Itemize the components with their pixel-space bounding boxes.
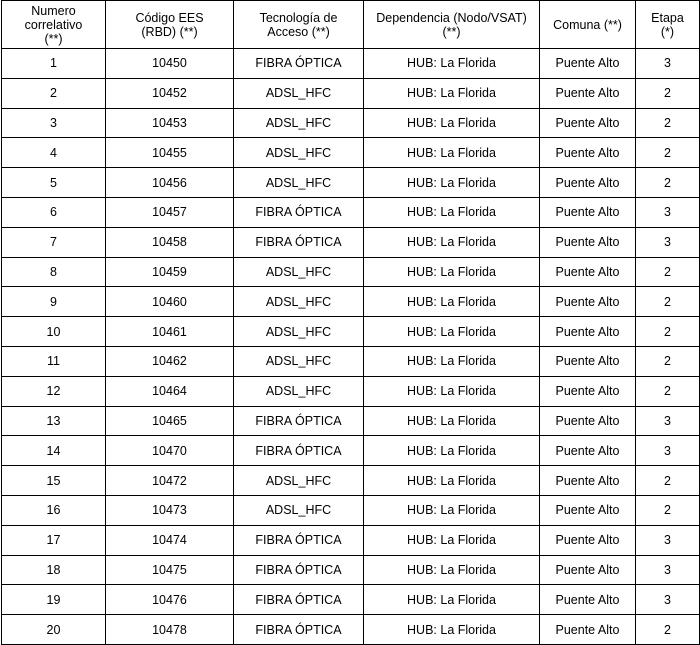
- table-row: [2, 466, 700, 496]
- cell-numero: 18: [2, 555, 106, 585]
- cell-tecnologia: FIBRA ÓPTICA: [234, 585, 364, 615]
- cell-tecnologia: FIBRA ÓPTICA: [234, 555, 364, 585]
- table-row: [2, 138, 700, 168]
- cell-dependencia: HUB: La Florida: [364, 108, 540, 138]
- cell-etapa: 2: [636, 346, 700, 376]
- cell-numero: 5: [2, 168, 106, 198]
- table-row: [2, 495, 700, 525]
- cell-dependencia: HUB: La Florida: [364, 555, 540, 585]
- table-row: [2, 78, 700, 108]
- cell-numero: 13: [2, 406, 106, 436]
- table-row: [2, 406, 700, 436]
- header-numero-correlativo: [2, 1, 106, 49]
- cell-numero: 8: [2, 257, 106, 287]
- cell-tecnologia: FIBRA ÓPTICA: [234, 49, 364, 79]
- cell-numero: 20: [2, 615, 106, 645]
- cell-codigo: 10458: [106, 227, 234, 257]
- cell-codigo: 10459: [106, 257, 234, 287]
- cell-tecnologia: ADSL_HFC: [234, 78, 364, 108]
- cell-comuna: Puente Alto: [540, 227, 636, 257]
- header-tecnologia-acceso-line: Tecnología de: [259, 10, 338, 25]
- header-etapa-line: (*): [660, 24, 675, 39]
- cell-comuna: Puente Alto: [540, 346, 636, 376]
- cell-dependencia: HUB: La Florida: [364, 495, 540, 525]
- cell-tecnologia: ADSL_HFC: [234, 346, 364, 376]
- cell-codigo: 10462: [106, 346, 234, 376]
- cell-comuna: Puente Alto: [540, 495, 636, 525]
- table-row: [2, 346, 700, 376]
- cell-comuna: Puente Alto: [540, 436, 636, 466]
- cell-comuna: Puente Alto: [540, 197, 636, 227]
- cell-comuna: Puente Alto: [540, 585, 636, 615]
- table-row: [2, 555, 700, 585]
- cell-dependencia: HUB: La Florida: [364, 346, 540, 376]
- cell-tecnologia: FIBRA ÓPTICA: [234, 406, 364, 436]
- header-numero-correlativo-line: Numero: [31, 3, 76, 18]
- cell-codigo: 10475: [106, 555, 234, 585]
- cell-codigo: 10472: [106, 466, 234, 496]
- header-numero-correlativo-line: correlativo: [24, 17, 83, 32]
- cell-numero: 10: [2, 317, 106, 347]
- cell-comuna: Puente Alto: [540, 287, 636, 317]
- cell-codigo: 10464: [106, 376, 234, 406]
- cell-dependencia: HUB: La Florida: [364, 376, 540, 406]
- cell-codigo: 10456: [106, 168, 234, 198]
- cell-dependencia: HUB: La Florida: [364, 197, 540, 227]
- cell-etapa: 3: [636, 49, 700, 79]
- cell-numero: 15: [2, 466, 106, 496]
- cell-comuna: Puente Alto: [540, 317, 636, 347]
- cell-etapa: 2: [636, 78, 700, 108]
- table-row: [2, 49, 700, 79]
- cell-numero: 14: [2, 436, 106, 466]
- cell-tecnologia: ADSL_HFC: [234, 108, 364, 138]
- cell-numero: 16: [2, 495, 106, 525]
- cell-numero: 7: [2, 227, 106, 257]
- cell-dependencia: HUB: La Florida: [364, 466, 540, 496]
- cell-dependencia: HUB: La Florida: [364, 615, 540, 645]
- cell-comuna: Puente Alto: [540, 257, 636, 287]
- cell-codigo: 10465: [106, 406, 234, 436]
- cell-numero: 6: [2, 197, 106, 227]
- table-row: [2, 525, 700, 555]
- header-comuna-line: Comuna (**): [553, 17, 622, 32]
- table-row: [2, 227, 700, 257]
- cell-tecnologia: ADSL_HFC: [234, 495, 364, 525]
- cell-comuna: Puente Alto: [540, 108, 636, 138]
- header-numero-correlativo-line: (**): [44, 31, 63, 46]
- cell-tecnologia: FIBRA ÓPTICA: [234, 227, 364, 257]
- cell-numero: 2: [2, 78, 106, 108]
- table-row: [2, 585, 700, 615]
- cell-dependencia: HUB: La Florida: [364, 525, 540, 555]
- table-row: [2, 436, 700, 466]
- cell-codigo: 10457: [106, 197, 234, 227]
- cell-dependencia: HUB: La Florida: [364, 168, 540, 198]
- header-dependencia-line: Dependencia (Nodo/VSAT): [376, 10, 527, 25]
- cell-comuna: Puente Alto: [540, 138, 636, 168]
- cell-dependencia: HUB: La Florida: [364, 78, 540, 108]
- cell-comuna: Puente Alto: [540, 615, 636, 645]
- cell-tecnologia: ADSL_HFC: [234, 257, 364, 287]
- cell-numero: 4: [2, 138, 106, 168]
- header-comuna: [540, 1, 636, 49]
- cell-codigo: 10460: [106, 287, 234, 317]
- cell-dependencia: HUB: La Florida: [364, 287, 540, 317]
- cell-dependencia: HUB: La Florida: [364, 257, 540, 287]
- cell-comuna: Puente Alto: [540, 525, 636, 555]
- header-codigo-ees-line: Código EES: [135, 10, 204, 25]
- cell-dependencia: HUB: La Florida: [364, 585, 540, 615]
- cell-numero: 17: [2, 525, 106, 555]
- table-row: [2, 317, 700, 347]
- cell-etapa: 2: [636, 138, 700, 168]
- table-body: [2, 49, 700, 645]
- cell-etapa: 2: [636, 287, 700, 317]
- cell-etapa: 3: [636, 227, 700, 257]
- cell-etapa: 2: [636, 376, 700, 406]
- cell-tecnologia: ADSL_HFC: [234, 287, 364, 317]
- cell-codigo: 10476: [106, 585, 234, 615]
- header-dependencia-line: (**): [442, 24, 461, 39]
- table-row: [2, 168, 700, 198]
- cell-codigo: 10473: [106, 495, 234, 525]
- cell-etapa: 2: [636, 108, 700, 138]
- cell-tecnologia: FIBRA ÓPTICA: [234, 197, 364, 227]
- cell-etapa: 2: [636, 495, 700, 525]
- cell-etapa: 3: [636, 436, 700, 466]
- cell-tecnologia: ADSL_HFC: [234, 168, 364, 198]
- cell-codigo: 10452: [106, 78, 234, 108]
- cell-tecnologia: FIBRA ÓPTICA: [234, 615, 364, 645]
- header-row: [2, 1, 700, 49]
- cell-tecnologia: FIBRA ÓPTICA: [234, 525, 364, 555]
- cell-etapa: 2: [636, 466, 700, 496]
- cell-etapa: 3: [636, 197, 700, 227]
- cell-dependencia: HUB: La Florida: [364, 49, 540, 79]
- cell-etapa: 2: [636, 257, 700, 287]
- table-row: [2, 108, 700, 138]
- header-tecnologia-acceso-line: Acceso (**): [267, 24, 330, 39]
- cell-tecnologia: ADSL_HFC: [234, 376, 364, 406]
- cell-tecnologia: ADSL_HFC: [234, 317, 364, 347]
- cell-numero: 3: [2, 108, 106, 138]
- table-row: [2, 615, 700, 645]
- cell-comuna: Puente Alto: [540, 466, 636, 496]
- cell-etapa: 2: [636, 168, 700, 198]
- establishments-table: [1, 0, 700, 645]
- cell-etapa: 2: [636, 317, 700, 347]
- cell-dependencia: HUB: La Florida: [364, 406, 540, 436]
- cell-numero: 12: [2, 376, 106, 406]
- table-row: [2, 197, 700, 227]
- header-etapa: [636, 1, 700, 49]
- cell-etapa: 2: [636, 615, 700, 645]
- cell-etapa: 3: [636, 555, 700, 585]
- cell-numero: 9: [2, 287, 106, 317]
- table-row: [2, 287, 700, 317]
- cell-comuna: Puente Alto: [540, 376, 636, 406]
- cell-comuna: Puente Alto: [540, 406, 636, 436]
- cell-codigo: 10470: [106, 436, 234, 466]
- cell-tecnologia: ADSL_HFC: [234, 138, 364, 168]
- table-row: [2, 257, 700, 287]
- header-codigo-ees: [106, 1, 234, 49]
- cell-numero: 1: [2, 49, 106, 79]
- cell-numero: 11: [2, 346, 106, 376]
- cell-codigo: 10461: [106, 317, 234, 347]
- cell-etapa: 3: [636, 585, 700, 615]
- cell-tecnologia: FIBRA ÓPTICA: [234, 436, 364, 466]
- cell-dependencia: HUB: La Florida: [364, 436, 540, 466]
- cell-comuna: Puente Alto: [540, 49, 636, 79]
- cell-codigo: 10474: [106, 525, 234, 555]
- cell-codigo: 10450: [106, 49, 234, 79]
- cell-dependencia: HUB: La Florida: [364, 138, 540, 168]
- cell-codigo: 10453: [106, 108, 234, 138]
- cell-etapa: 3: [636, 525, 700, 555]
- cell-comuna: Puente Alto: [540, 168, 636, 198]
- table-header: [2, 1, 700, 49]
- header-tecnologia-acceso: [234, 1, 364, 49]
- header-etapa-line: Etapa: [651, 10, 684, 25]
- cell-dependencia: HUB: La Florida: [364, 227, 540, 257]
- cell-codigo: 10478: [106, 615, 234, 645]
- cell-dependencia: HUB: La Florida: [364, 317, 540, 347]
- cell-etapa: 3: [636, 406, 700, 436]
- header-dependencia: [364, 1, 540, 49]
- cell-tecnologia: ADSL_HFC: [234, 466, 364, 496]
- cell-codigo: 10455: [106, 138, 234, 168]
- table-row: [2, 376, 700, 406]
- header-codigo-ees-line: (RBD) (**): [141, 24, 198, 39]
- cell-numero: 19: [2, 585, 106, 615]
- cell-comuna: Puente Alto: [540, 555, 636, 585]
- cell-comuna: Puente Alto: [540, 78, 636, 108]
